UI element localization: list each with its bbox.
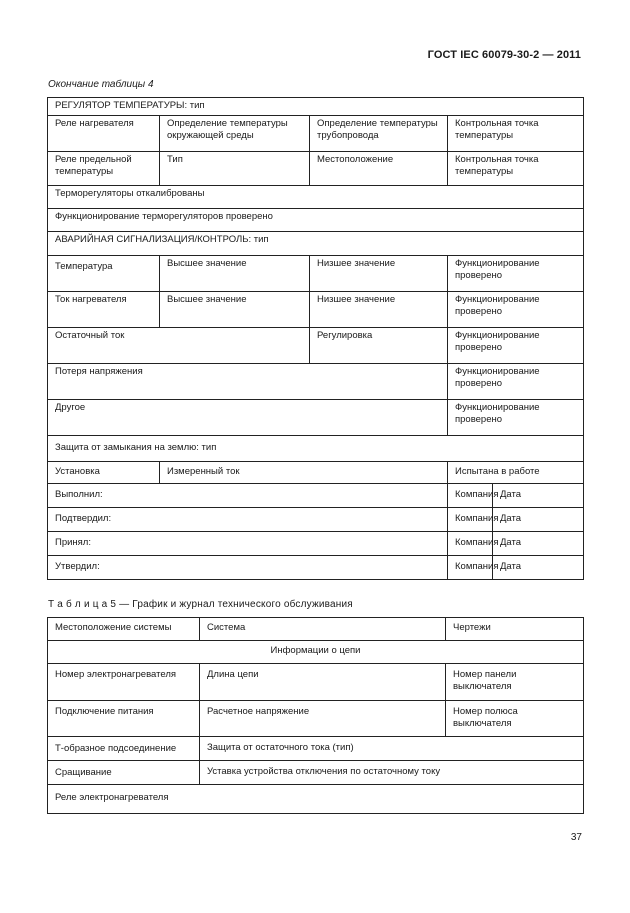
residual-current-cell: Остаточный ток xyxy=(48,328,310,364)
ground-fault-header: Защита от замыкания на землю: тип xyxy=(48,436,584,462)
function-checked-row: Функционирование терморегуляторов проверено xyxy=(48,209,584,232)
heater-number-cell: Номер электронагревателя xyxy=(48,664,200,701)
setting-cell: Установка xyxy=(48,462,160,484)
signature-role: Выполнил: xyxy=(48,484,448,508)
company-cell: Компания xyxy=(448,484,493,508)
pipe-temp-cell: Определение температуры трубопровода xyxy=(310,116,448,152)
residual-setting-cell: Уставка устройства отключения по остаточному току xyxy=(200,761,584,785)
table-5 xyxy=(47,617,584,814)
circuit-length-cell: Длина цепи xyxy=(200,664,446,701)
system-cell: Система xyxy=(200,618,446,641)
company-cell: Компания xyxy=(448,556,493,580)
low-value-cell: Низшее значение xyxy=(310,256,448,292)
company-cell: Компания xyxy=(448,532,493,556)
temp-regulator-header: РЕГУЛЯТОР ТЕМПЕРАТУРЫ: тип xyxy=(48,98,584,116)
calibrated-row: Терморегуляторы откалиброваны xyxy=(48,186,584,209)
heater-current-cell: Ток нагревателя xyxy=(48,292,160,328)
temperature-cell: Температура xyxy=(48,256,160,292)
control-point-cell: Контрольная точка температуры xyxy=(448,116,584,152)
ambient-temp-cell: Определение температуры окружающей среды xyxy=(160,116,310,152)
table-4 xyxy=(47,97,584,580)
table5-caption: Т а б л и ц а 5 — График и журнал технического обслуживания xyxy=(48,599,353,610)
date-cell: Дата xyxy=(493,556,584,580)
measured-current-cell: Измеренный ток xyxy=(160,462,448,484)
residual-protection-cell: Защита от остаточного тока (тип) xyxy=(200,737,584,761)
splicing-cell: Сращивание xyxy=(48,761,200,785)
alarm-header: АВАРИЙНАЯ СИГНАЛИЗАЦИЯ/КОНТРОЛЬ: тип xyxy=(48,232,584,256)
rated-voltage-cell: Расчетное напряжение xyxy=(200,701,446,737)
table4-caption: Окончание таблицы 4 xyxy=(48,79,154,90)
signature-role: Утвердил: xyxy=(48,556,448,580)
heater-relay-cell: Реле нагревателя xyxy=(48,116,160,152)
date-cell: Дата xyxy=(493,484,584,508)
voltage-loss-cell: Потеря напряжения xyxy=(48,364,448,400)
high-value-cell: Высшее значение xyxy=(160,292,310,328)
type-cell: Тип xyxy=(160,152,310,186)
panel-number-cell: Номер панели выключателя xyxy=(446,664,584,701)
page-number: 37 xyxy=(570,832,582,843)
document-id: ГОСТ IEC 60079-30-2 — 2011 xyxy=(427,49,581,61)
drawings-cell: Чертежи xyxy=(446,618,584,641)
pole-number-cell: Номер полюса выключателя xyxy=(446,701,584,737)
function-verified-cell: Функционирование проверено xyxy=(448,328,584,364)
system-location-cell: Местоположение системы xyxy=(48,618,200,641)
company-cell: Компания xyxy=(448,508,493,532)
low-value-cell: Низшее значение xyxy=(310,292,448,328)
other-cell: Другое xyxy=(48,400,448,436)
date-cell: Дата xyxy=(493,532,584,556)
function-verified-cell: Функционирование проверено xyxy=(448,364,584,400)
signature-role: Подтвердил: xyxy=(48,508,448,532)
t-connection-cell: Т-образное подсоединение xyxy=(48,737,200,761)
circuit-info-header: Информации о цепи xyxy=(48,641,584,664)
function-verified-cell: Функционирование проверено xyxy=(448,400,584,436)
location-cell: Местоположение xyxy=(310,152,448,186)
power-connection-cell: Подключение питания xyxy=(48,701,200,737)
limit-relay-cell: Реле предельной температуры xyxy=(48,152,160,186)
control-point-cell: Контрольная точка температуры xyxy=(448,152,584,186)
adjustment-cell: Регулировка xyxy=(310,328,448,364)
tested-cell: Испытана в работе xyxy=(448,462,584,484)
function-verified-cell: Функционирование проверено xyxy=(448,292,584,328)
heater-relay-row: Реле электронагревателя xyxy=(48,785,584,814)
function-verified-cell: Функционирование проверено xyxy=(448,256,584,292)
high-value-cell: Высшее значение xyxy=(160,256,310,292)
date-cell: Дата xyxy=(493,508,584,532)
signature-role: Принял: xyxy=(48,532,448,556)
